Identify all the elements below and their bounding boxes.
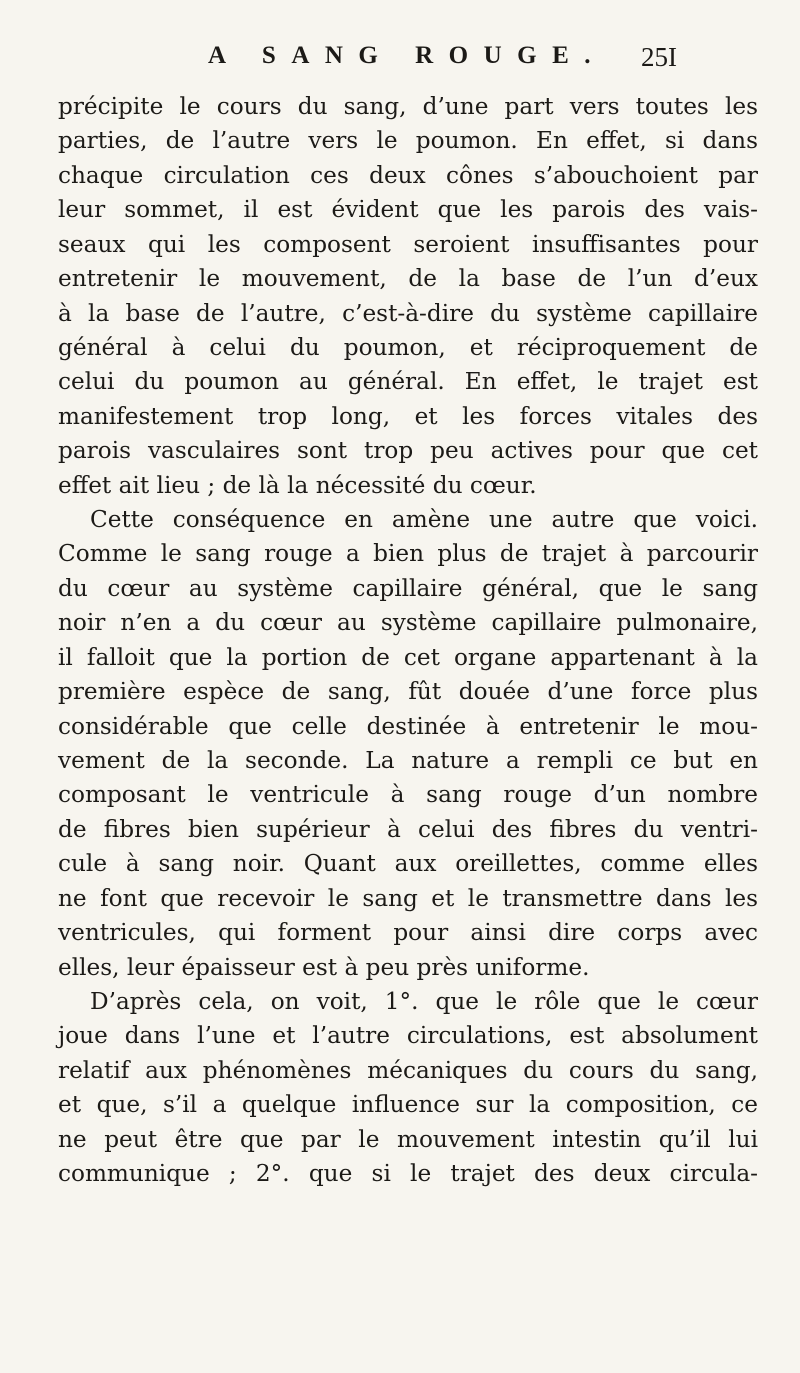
text-line: noir n’en a du cœur au système capillaire pulmonaire, [58, 609, 758, 637]
paragraph-start-line: Cette conséquence en amène une autre que voici. [90, 506, 758, 534]
text-line: relatif aux phénomènes mécaniques du cours du sang, [58, 1056, 758, 1084]
text-line: effet ait lieu ; de là la nécessité du cœur. [58, 471, 537, 499]
text-line: ne font que recevoir le sang et le transmettre dans les [58, 884, 758, 912]
text-line: communique ; 2°. que si le trajet des deux circula- [58, 1160, 758, 1188]
text-line: parois vasculaires sont trop peu actives pour que cet [58, 437, 758, 465]
text-line: première espèce de sang, fût douée d’une force plus [58, 678, 758, 706]
running-head-title: A SANG ROUGE. [208, 42, 607, 69]
text-line: leur sommet, il est évident que les parois des vais- [58, 196, 758, 224]
paragraph-start-line: D’après cela, on voit, 1°. que le rôle que le cœur [90, 987, 758, 1015]
text-line: précipite le cours du sang, d’une part vers toutes les [58, 93, 758, 120]
text-line: parties, de l’autre vers le poumon. En effet, si dans [58, 127, 758, 155]
text-line: joue dans l’une et l’autre circulations, est absolument [58, 1022, 758, 1050]
text-line: chaque circulation ces deux cônes s’abouchoient par [58, 161, 758, 189]
text-line: du cœur au système capillaire général, que le sang [58, 574, 758, 602]
text-line: composant le ventricule à sang rouge d’un nombre [58, 781, 758, 809]
text-line: il falloit que la portion de cet organe appartenant à la [58, 643, 758, 671]
text-line: ventricules, qui forment pour ainsi dire corps avec [58, 919, 758, 947]
page-number: 25I [641, 42, 677, 72]
text-line: celui du poumon au général. En effet, le trajet est [58, 368, 758, 396]
text-line: cule à sang noir. Quant aux oreillettes, comme elles [58, 850, 758, 878]
text-line: Comme le sang rouge a bien plus de trajet à parcourir [58, 540, 758, 568]
text-line: à la base de l’autre, c’est-à-dire du système capillaire [58, 299, 758, 327]
text-line: de fibres bien supérieur à celui des fibres du ventri- [58, 815, 758, 843]
text-line: vement de la seconde. La nature a rempli ce but en [58, 747, 758, 775]
text-line: considérable que celle destinée à entretenir le mou- [58, 712, 758, 740]
text-line: ne peut être que par le mouvement intestin qu’il lui [58, 1125, 758, 1153]
body-text [58, 90, 758, 1192]
text-line: général à celui du poumon, et réciproquement de [58, 333, 758, 361]
text-line: et que, s’il a quelque influence sur la composition, ce [58, 1091, 758, 1119]
text-line: manifestement trop long, et les forces vitales des [58, 402, 758, 430]
text-line: entretenir le mouvement, de la base de l’un d’eux [58, 265, 758, 293]
text-line: elles, leur épaisseur est à peu près uniforme. [58, 953, 590, 981]
text-line: seaux qui les composent seroient insuffisantes pour [58, 230, 758, 258]
